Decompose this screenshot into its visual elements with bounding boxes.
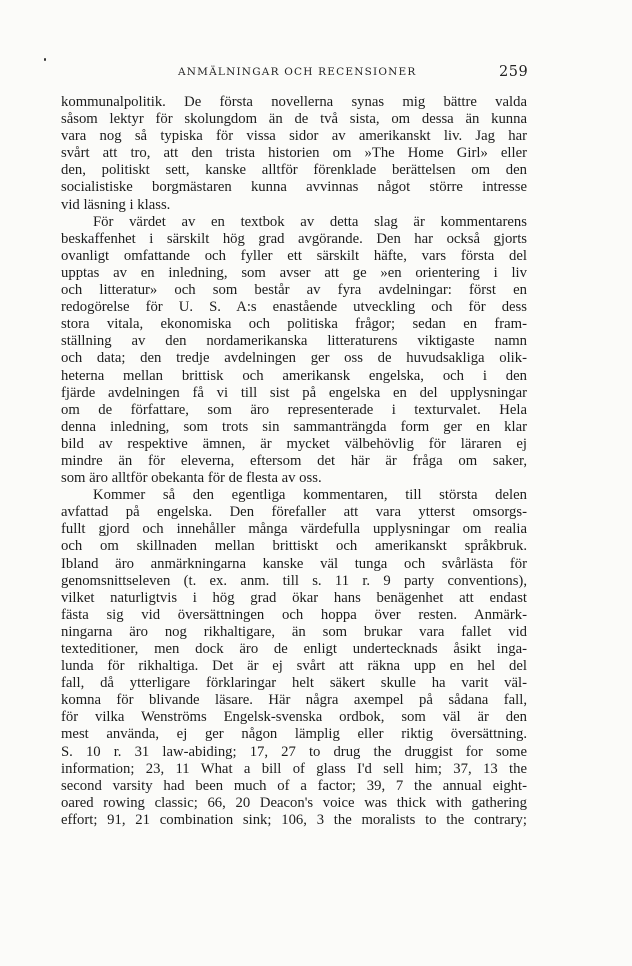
- text-line: komna för blivande läsare. Här några axempel på sådana fall,: [61, 692, 527, 709]
- page-header: [0, 64, 632, 84]
- text-line: oared rowing classic; 66, 20 Deacon's voice was thick with gathering: [61, 794, 527, 811]
- text-line: om de författare, som äro representerade i texturvalet. Hela: [61, 401, 527, 418]
- text-line: denna inledning, som trots sin sammanträngda form ger en klar: [61, 418, 527, 435]
- text-line: fullt gjord och innehåller många värdefulla upplysningar om realia: [61, 521, 527, 538]
- body-text: [61, 94, 527, 829]
- text-line: bild av respektive ämnen, är mycket välbehövlig för läraren ej: [61, 435, 527, 452]
- text-line: fjärde avdelningen få vi till sist på engelska en del upplysningar: [61, 384, 527, 401]
- text-line: och litteratur» och som består av fyra avdelningar: först en: [61, 282, 527, 299]
- text-line: Ibland äro anmärkningarna kanske väl tunga och svårlästa för: [61, 555, 527, 572]
- text-line: och om skillnaden mellan brittiskt och amerikanskt språkbruk.: [61, 538, 527, 555]
- text-line: svårt att tro, att den trista historien om »The Home Girl» eller: [61, 145, 527, 162]
- text-line: och data; den tredje avdelningen ger oss de huvudsakliga olik-: [61, 350, 527, 367]
- text-line: redogörelse för U. S. A:s enastående utveckling och för dess: [61, 299, 527, 316]
- text-line: mindre än för eleverna, eftersom det här är fråga om saker,: [61, 452, 527, 469]
- text-line: effort; 91, 21 combination sink; 106, 3 the moralists to the contrary;: [61, 811, 527, 828]
- text-line: såsom lektyr för skolungdom än de två sista, om dessa än kunna: [61, 111, 527, 128]
- text-line: som äro alltför obekanta för de flesta av oss.: [61, 470, 322, 487]
- text-line: heterna mellan brittisk och amerikansk engelska, och i den: [61, 367, 527, 384]
- text-line: ställning av den nordamerikanska litteraturens viktigaste namn: [61, 333, 527, 350]
- text-line: Kommer så den egentliga kommentaren, till största delen: [93, 487, 527, 504]
- text-line: second varsity had been much of a factor; 39, 7 the annual eight-: [61, 777, 527, 794]
- ink-speck: [44, 58, 46, 61]
- text-line: vilket naturligtvis i hög grad ökar hans benägenhet att endast: [61, 589, 527, 606]
- page-number: 259: [499, 64, 529, 80]
- text-line: S. 10 r. 31 law-abiding; 17, 27 to drug the druggist for some: [61, 743, 527, 760]
- text-line: den, politiskt sett, kanske alltför förenklade berättelsen om den: [61, 162, 527, 179]
- text-line: ningarna äro nog rikhaltigare, än som brukar vara fallet vid: [61, 623, 527, 640]
- running-head: ANMÄLNINGAR OCH RECENSIONER: [178, 66, 417, 78]
- text-line: mest använda, ej ger någon lämplig eller riktig översättning.: [61, 726, 527, 743]
- text-line: fall, då ytterligare förklaringar helt säkert skulle ha varit väl-: [61, 675, 527, 692]
- text-line: lunda för rikhaltiga. Det är ej svårt att räkna upp en hel del: [61, 658, 527, 675]
- text-line: kommunalpolitik. De första novellerna synas mig bättre valda: [61, 94, 527, 110]
- text-line: fästa sig vid översättningen och hoppa över resten. Anmärk-: [61, 606, 527, 623]
- text-line: genomsnittseleven (t. ex. anm. till s. 11 r. 9 party conventions),: [61, 572, 527, 589]
- text-line: stora vitala, ekonomiska och politiska frågor; sedan en fram-: [61, 316, 527, 333]
- text-line: upptas av en inledning, som avser att ge »en orientering i liv: [61, 264, 527, 281]
- text-line: ovanligt omfattande och fyller ett särskilt häfte, vars första del: [61, 247, 527, 264]
- text-line: beskaffenhet i särskilt hög grad avgörande. Den har också gjorts: [61, 230, 527, 247]
- text-line: avfattad på engelska. Den förefaller att vara ytterst omsorgs-: [61, 504, 527, 521]
- text-line: socialistiske borgmästaren kunna avvinnas något större intresse: [61, 179, 527, 196]
- text-line: för vilka Wenströms Engelsk-svenska ordbok, som väl är den: [61, 709, 527, 726]
- text-line: texteditioner, men dock äro de enligt undertecknads åsikt inga-: [61, 641, 527, 657]
- text-line: vara nog så typiska för vissa sidor av amerikanskt liv. Jag har: [61, 128, 527, 145]
- text-line: För värdet av en textbok av detta slag är kommentarens: [93, 213, 527, 230]
- text-line: information; 23, 11 What a bill of glass I'd sell him; 37, 13 the: [61, 760, 527, 777]
- text-line: vid läsning i klass.: [61, 196, 171, 213]
